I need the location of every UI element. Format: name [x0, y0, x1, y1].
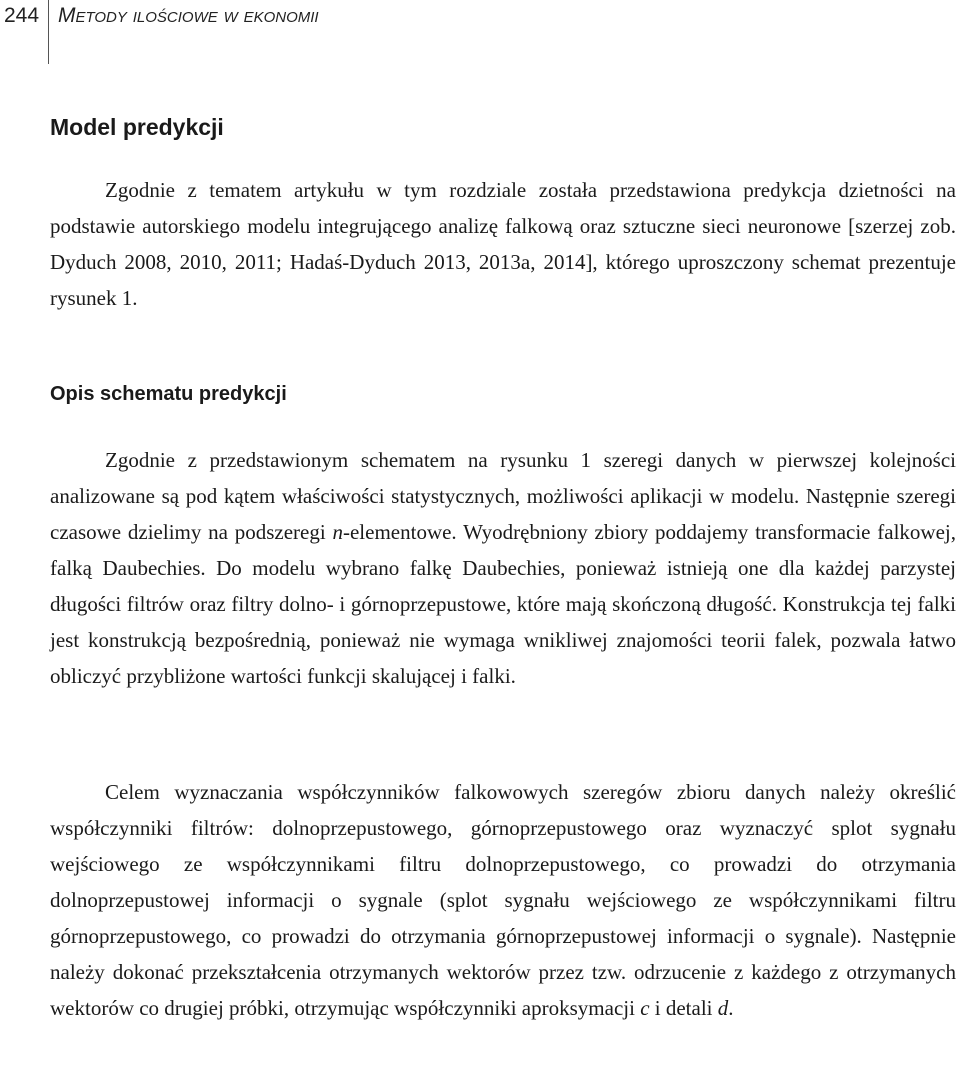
subsection-paragraph-1 — [50, 442, 956, 694]
paragraph-text: Celem wyznaczania współczynników falkowowych szeregów zbioru danych należy określić współczynniki filtrów: dolnoprzepustowego, górnoprzepustowego oraz wyznaczyć splot sygnału wejściowego ze współczynnikami filtru dolnoprzepustowego, co prowadzi do otrzymania dolnoprzepustowej informacji o sygnale (splot sygnału wejściowego ze współczynnikami filtru górnoprzepustowego, co prowadzi do otrzymania górnoprzepustowej informacji o sygnale). Następnie należy dokonać przekształcenia otrzymanych wektorów przez tzw. odrzucenie z każdego z otrzymanych wektorów co drugiej próbki, otrzymując współczynniki aproksymacji — [50, 780, 956, 1020]
section-heading: Model predykcji — [50, 114, 224, 140]
math-variable-d: d — [717, 996, 729, 1020]
paragraph-text: . — [728, 996, 734, 1020]
running-header — [0, 0, 960, 64]
header-divider — [48, 0, 49, 64]
math-variable-n: n — [332, 520, 343, 544]
section-paragraph: Zgodnie z tematem artykułu w tym rozdziale została przedstawiona predykcja dzietności na podstawie autorskiego modelu integrującego analizę falkową oraz sztuczne sieci neuronowe [szerzej zob. Dyduch 2008, 2010, 2011; Hadaś-Dyduch 2013, 2013a, 2014], którego uproszczony schemat prezentuje rysunek 1. — [50, 178, 956, 310]
subsection-paragraph-2 — [50, 774, 956, 1026]
paragraph-text: i detali — [649, 996, 718, 1020]
running-title: Metody ilościowe w ekonomii — [58, 4, 319, 27]
paragraph-text: Zgodnie z przedstawionym schematem na rysunku 1 szeregi danych w pierwszej kolejności analizowane są pod kątem właściwości statystycznych, możliwości aplikacji w modelu. Następnie szeregi czasowe dzielimy na podszeregi — [50, 448, 956, 544]
paragraph-text: -elementowe. Wyodrębniony zbiory poddajemy transformacie falkowej, falką Daubechies. Do modelu wybrano falkę Daubechies, ponieważ istnieją one dla każdej parzystej długości filtrów oraz filtry dolno- i górnoprzepustowe, które mają skończoną długość. Konstrukcja tej falki jest konstrukcją bezpośrednią, ponieważ nie wymaga wnikliwej znajomości teorii falek, pozwala łatwo obliczyć przybliżone wartości funkcji skalującej i falki. — [50, 520, 956, 688]
subsection-heading: Opis schematu predykcji — [50, 383, 287, 405]
math-variable-c: c — [640, 996, 650, 1020]
page-number: 244 — [4, 4, 40, 27]
